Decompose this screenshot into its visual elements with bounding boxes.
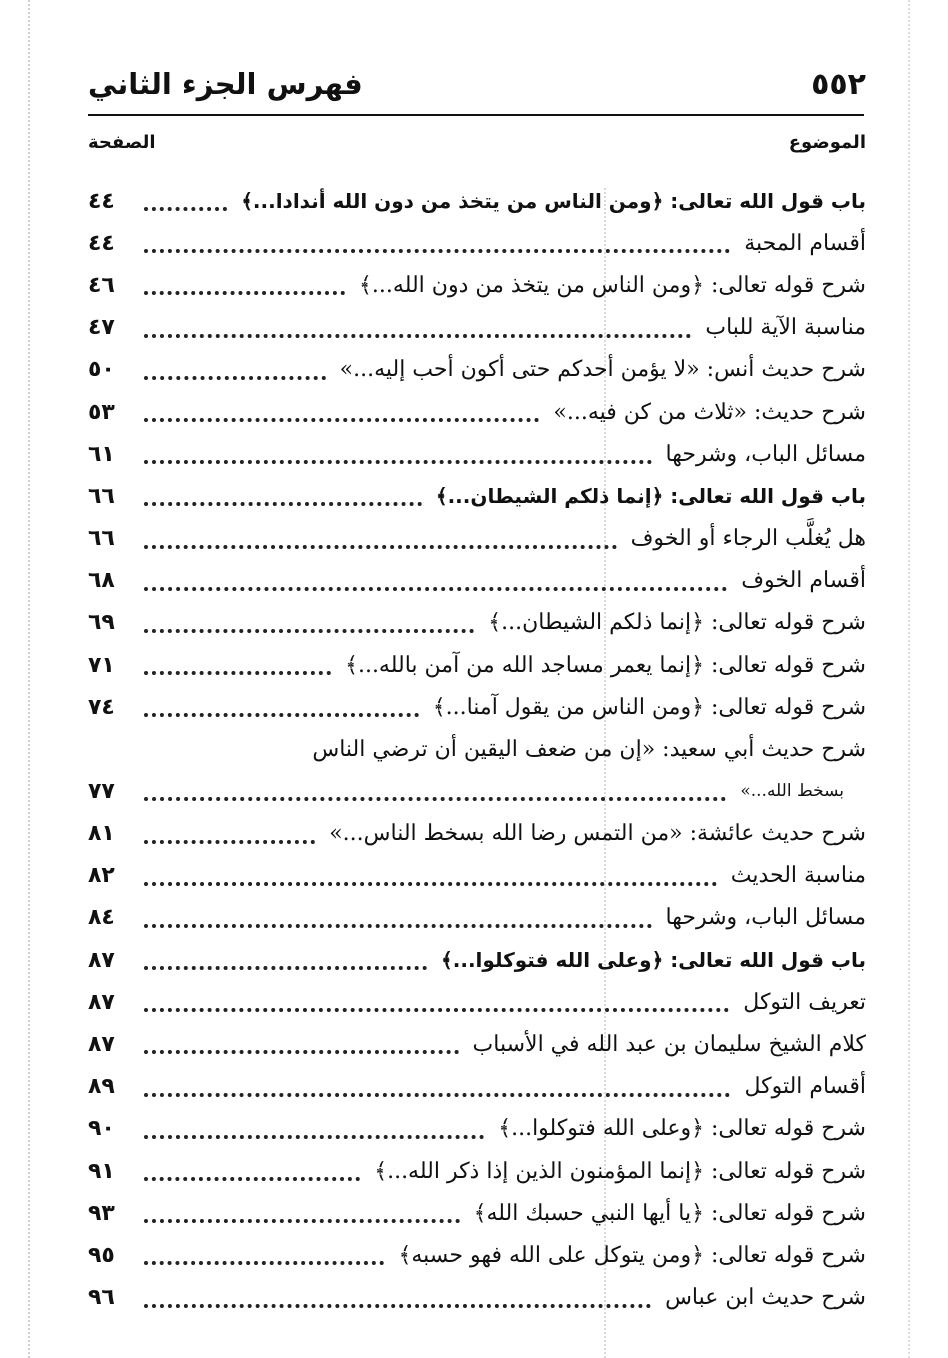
leader-dots: [144, 1135, 484, 1139]
index-entry: [88, 518, 866, 560]
index-entry: [88, 475, 866, 517]
entry-page-number: ٩٦: [88, 1285, 115, 1311]
entry-page-number: ٩١: [88, 1158, 115, 1184]
index-entry: [88, 855, 866, 897]
entry-page-number: ٨٧: [88, 1031, 115, 1057]
entry-page-number: ٤٤: [88, 230, 115, 256]
leader-dots: [144, 502, 422, 506]
index-entry: [88, 897, 866, 939]
entry-page-number: ٧١: [88, 652, 115, 678]
entry-page-number: ٨١: [88, 821, 115, 847]
entry-topic: مسائل الباب، وشرحها: [665, 441, 866, 467]
index-entry: [88, 686, 866, 728]
leader-dots: [144, 1008, 729, 1012]
index-entry: [88, 1066, 866, 1108]
entry-page-number: ٦٩: [88, 610, 115, 636]
leader-dots: [144, 587, 727, 591]
entry-topic: هل يُغلَّب الرجاء أو الخوف: [630, 526, 866, 552]
entry-topic: باب قول الله تعالى: ﴿إنما ذلكم الشيطان...﴾: [435, 484, 866, 509]
scan-guide-line: [908, 0, 910, 1358]
entry-page-number: ٩٥: [88, 1242, 115, 1268]
entry-page-number: ٦٨: [88, 568, 115, 594]
entry-topic: شرح قوله تعالى: ﴿إنما يعمر مساجد الله من آمن بالله...﴾: [345, 652, 866, 678]
entry-topic: شرح قوله تعالى: ﴿إنما ذلكم الشيطان...﴾: [488, 610, 866, 636]
index-entry: [88, 180, 866, 222]
index-entry: [88, 391, 866, 433]
leader-dots: [144, 291, 345, 295]
leader-dots: [144, 671, 331, 675]
entry-topic: تعريف التوكل: [743, 989, 866, 1015]
leader-dots: [144, 924, 652, 928]
leader-dots: [144, 1261, 384, 1265]
index-entry: [88, 1023, 866, 1065]
entry-page-number: ٨٤: [88, 905, 115, 931]
entry-page-number: ٨٢: [88, 863, 115, 889]
entry-topic: أقسام التوكل: [744, 1074, 866, 1100]
index-entry: [88, 264, 866, 306]
entry-topic: مناسبة الآية للباب: [705, 315, 866, 341]
entry-topic: كلام الشيخ سليمان بن عبد الله في الأسباب: [472, 1031, 866, 1057]
entry-page-number: ٧٧: [88, 778, 115, 804]
entry-page-number: ٤٧: [88, 315, 115, 341]
leader-dots: [144, 882, 717, 886]
page-number: ٥٥٢: [811, 66, 866, 102]
topic-column-label: الموضوع: [788, 131, 866, 153]
index-entry: [88, 349, 866, 391]
leader-dots: [144, 1093, 730, 1097]
leader-dots: [144, 1050, 459, 1054]
leader-dots: [144, 629, 474, 633]
entry-topic: أقسام المحبة: [744, 230, 866, 256]
index-entry: [88, 812, 866, 854]
index-entry: [88, 1108, 866, 1150]
entry-topic: شرح قوله تعالى: ﴿ومن الناس من يتخذ من دون الله...﴾: [359, 272, 866, 298]
entry-topic-line1: شرح حديث أبي سعيد: «إن من ضعف اليقين أن ترضي الناس: [312, 736, 866, 762]
entry-topic: باب قول الله تعالى: ﴿وعلى الله فتوكلوا...﴾: [441, 948, 866, 973]
leader-dots: [144, 460, 652, 464]
entry-topic-line2: بسخط الله...»: [740, 781, 844, 802]
entry-topic: باب قول الله تعالى: ﴿ومن الناس من يتخذ من دون الله أندادا...﴾: [241, 189, 866, 214]
index-entry: [88, 433, 866, 475]
entry-topic: شرح قوله تعالى: ﴿وعلى الله فتوكلوا...﴾: [498, 1116, 866, 1142]
index-entry: [88, 644, 866, 686]
entry-topic: شرح حديث: «ثلاث من كن فيه...»: [553, 399, 866, 425]
leader-dots: [144, 797, 726, 801]
index-entry: [88, 1234, 866, 1276]
entry-topic: شرح حديث أنس: «لا يؤمن أحدكم حتى أكون أحب إليه...»: [339, 357, 866, 383]
index-entry: [88, 981, 866, 1023]
leader-dots: [144, 207, 227, 211]
entry-page-number: ٦٦: [88, 483, 115, 509]
entry-page-number: ٨٧: [88, 989, 115, 1015]
index-entry: [88, 939, 866, 981]
index-entry: [88, 222, 866, 264]
index-entry: [88, 1150, 866, 1192]
entry-page-number: ٨٩: [88, 1074, 115, 1100]
entry-page-number: ٩٠: [88, 1116, 115, 1142]
index-entry: [88, 1277, 866, 1319]
entry-topic: شرح قوله تعالى: ﴿ومن يتوكل على الله فهو حسبه﴾: [398, 1242, 866, 1268]
entry-topic: مسائل الباب، وشرحها: [665, 905, 866, 931]
leader-dots: [144, 418, 539, 422]
entry-topic: أقسام الخوف: [741, 568, 866, 594]
index-entry: [88, 602, 866, 644]
index-entry: [88, 307, 866, 349]
entry-topic: شرح قوله تعالى: ﴿يا أيها النبي حسبك الله﴾: [473, 1200, 866, 1226]
entry-page-number: ٥٠: [88, 357, 115, 383]
entry-page-number: ٤٦: [88, 272, 115, 298]
entry-page-number: ٤٤: [88, 188, 115, 214]
entry-topic: شرح قوله تعالى: ﴿إنما المؤمنون الذين إذا ذكر الله...﴾: [374, 1158, 866, 1184]
page-header: [88, 64, 866, 104]
leader-dots: [144, 1177, 360, 1181]
index-entry: [88, 1192, 866, 1234]
running-title: فهرس الجزء الثاني: [88, 67, 363, 101]
entry-topic: مناسبة الحديث: [730, 863, 866, 889]
leader-dots: [144, 1219, 460, 1223]
entry-topic: شرح حديث ابن عباس: [665, 1285, 866, 1311]
entry-page-number: ٩٣: [88, 1200, 115, 1226]
leader-dots: [144, 966, 427, 970]
entry-page-number: ٧٤: [88, 694, 115, 720]
column-headers: [88, 126, 866, 158]
scan-guide-line: [28, 0, 30, 1358]
entry-page-number: ٦١: [88, 441, 115, 467]
leader-dots: [144, 545, 617, 549]
entry-continuation: [88, 770, 866, 812]
leader-dots: [144, 1304, 651, 1308]
entry-page-number: ٥٣: [88, 399, 115, 425]
leader-dots: [144, 713, 419, 717]
page-column-label: الصفحة: [88, 131, 156, 153]
entry-page-number: ٦٦: [88, 526, 115, 552]
entry-page-number: ٨٧: [88, 947, 115, 973]
index-entries: [88, 180, 866, 1319]
leader-dots: [144, 249, 730, 253]
leader-dots: [144, 840, 315, 844]
entry-topic: شرح قوله تعالى: ﴿ومن الناس من يقول آمنا...﴾: [432, 694, 866, 720]
index-entry: [88, 728, 866, 812]
leader-dots: [144, 376, 326, 380]
entry-topic: شرح حديث عائشة: «من التمس رضا الله بسخط الناس...»: [329, 821, 866, 847]
header-rule: [88, 114, 864, 116]
leader-dots: [144, 334, 691, 338]
index-entry: [88, 560, 866, 602]
